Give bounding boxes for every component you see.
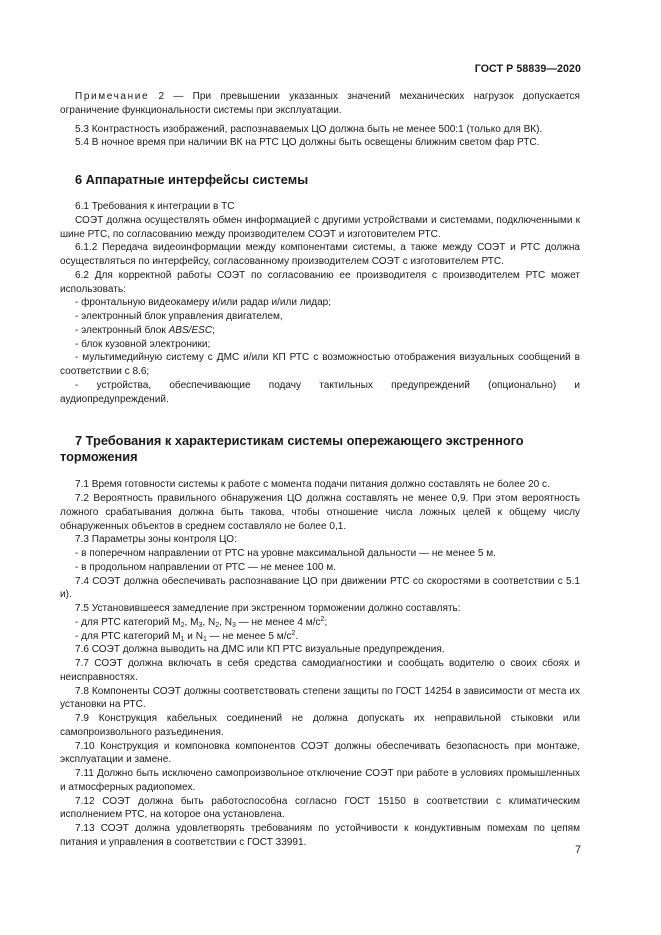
- paragraph-7-6: 7.6 СОЭТ должна выводить на ДМС или КП РТС визуальные предупреждения.: [75, 644, 445, 656]
- list-item: - в поперечном направлении от РТС на уровне максимальной дальности — не менее 5 м.: [75, 548, 496, 559]
- list-item: [60, 324, 580, 338]
- note-label: Примечание: [75, 91, 150, 102]
- superscript: 2: [320, 615, 325, 623]
- subscript: 2: [215, 621, 220, 629]
- paragraph-7-8: 7.8 Компоненты СОЭТ должны соответствовать степени защиты по ГОСТ 14254 в зависимости от места их установки на РТС.: [60, 685, 580, 711]
- paragraph-7-7: 7.7 СОЭТ должна включать в себя средства самодиагностики и сообщать водителю о своих сбоях и неисправностях.: [60, 658, 580, 683]
- paragraph-6-1-body: СОЭТ должна осуществлять обмен информацией с другими устройствами и системами, подключенными к шине РТС, по согласованию между производителем СОЭТ и изготовителем РТС.: [60, 214, 580, 240]
- list-item: - устройства, обеспечивающие подачу тактильных предупреждений (опционально) и аудиопредупреждений.: [60, 379, 580, 405]
- text-run: , N: [202, 616, 216, 628]
- paragraph-7-3: 7.3 Параметры зоны контроля ЦО:: [75, 534, 237, 546]
- text-run: — не менее 5 м/с: [206, 630, 292, 642]
- list-item-end: ;: [212, 324, 215, 336]
- subscript: 1: [202, 635, 207, 643]
- subscript: 3: [198, 621, 203, 629]
- paragraph-7-13: 7.13 СОЭТ должна удовлетворять требованиям по устойчивости к кондуктивным помехам по цепям питания и управления в соответствии с ГОСТ 33991.: [60, 823, 580, 848]
- paragraph-5-4: 5.4 В ночное время при наличии ВК на РТС ЦО должны быть освещены ближним светом фар РТС.: [75, 137, 540, 149]
- subscript: 3: [231, 621, 236, 629]
- paragraph-7-4: 7.4 СОЭТ должна обеспечивать распознавание ЦО при движении РТС со скоростями в соответствии с 5.1 и).: [60, 575, 580, 601]
- list-item: - мультимедийную систему с ДМС и/или КП РТС с возможностью отображения визуальных сообщений в соответствии с 8.6;: [60, 352, 580, 377]
- subscript: 1: [180, 635, 185, 643]
- text-run: и N: [184, 630, 203, 642]
- paragraph-6-2: 6.2 Для корректной работы СОЭТ по согласованию ее производителя с производителем РТС может использовать:: [60, 269, 580, 295]
- list-item: - в продольном направлении от РТС — не менее 100 м.: [75, 561, 336, 573]
- list-item: [60, 630, 580, 644]
- text-run: .: [295, 630, 299, 642]
- list-item: - фронтальную видеокамеру и/или радар и/или лидар;: [75, 297, 332, 309]
- text-run: , N: [219, 616, 232, 628]
- list-item-text: - электронный блок: [75, 324, 169, 336]
- list-item: - электронный блок управления двигателем,: [75, 311, 283, 322]
- paragraph-5-3: 5.3 Контрастность изображений, распознаваемых ЦО должна быть не менее 500:1 (только для ВК).: [75, 123, 543, 135]
- subscript: 2: [180, 621, 185, 629]
- paragraph-6-1: 6.1 Требования к интеграции в ТС: [75, 201, 235, 212]
- page-content: [60, 90, 580, 850]
- paragraph-6-1-2: 6.1.2 Передача видеоинформации между компонентами системы, а также между СОЭТ и РТС должна осуществляться по интерфейсу, согласованному производителем СОЭТ с изготовителем РТС.: [60, 242, 580, 267]
- text-run: , М: [184, 616, 199, 628]
- paragraph-7-2: 7.2 Вероятность правильного обнаружения ЦО должна составлять не менее 0,9. При этом вероятность ложного срабатывания должна быть такова, чтобы отношение числа ложных целей к общему числу обнаруженных объектов в среднем составляло не более 0,1.: [60, 493, 580, 532]
- paragraph-7-1: 7.1 Время готовности системы к работе с момента подачи питания должно составлять не более 20 с.: [75, 479, 550, 491]
- text-run: — не менее 4 м/с: [235, 616, 321, 628]
- list-item: [60, 616, 580, 630]
- text-run: - для РТС категорий М: [75, 616, 181, 628]
- paragraph-7-12: 7.12 СОЭТ должна быть работоспособна согласно ГОСТ 15150 в соответствии с климатическим исполнением РТС, на которое она установлена.: [60, 795, 580, 821]
- text-run: - для РТС категорий М: [75, 630, 181, 642]
- superscript: 2: [291, 629, 296, 637]
- note-text: 2 — При превышении указанных значений механических нагрузок допускается ограничение функциональности системы при эксплуатации.: [60, 91, 580, 116]
- page-number: 7: [575, 844, 581, 856]
- paragraph-7-11: 7.11 Должно быть исключено самопроизвольное отключение СОЭТ при работе в условиях промышленных и атмосферных радиопомех.: [60, 768, 580, 793]
- paragraph-7-9: 7.9 Конструкция кабельных соединений не должна допускать их неправильной стыковки или самопроизвольного разъединения.: [60, 713, 580, 738]
- paragraph-7-5: 7.5 Установившееся замедление при экстренном торможении должно составлять:: [75, 603, 461, 614]
- section-7-heading: 7 Требования к характеристикам системы опережающего экстренного торможения: [60, 433, 524, 465]
- list-item-abbrev: ABS/ESC: [168, 324, 213, 336]
- paragraph-7-10: 7.10 Конструкция и компоновка компонентов СОЭТ должны обеспечивать безопасность при монтаже, эксплуатации и замене.: [60, 740, 580, 766]
- note-paragraph: [60, 90, 580, 118]
- text-run: ;: [324, 616, 328, 628]
- section-6-heading: 6 Аппаратные интерфейсы системы: [75, 172, 309, 187]
- document-header: ГОСТ Р 58839—2020: [474, 63, 581, 75]
- list-item: - блок кузовной электроники;: [75, 338, 211, 350]
